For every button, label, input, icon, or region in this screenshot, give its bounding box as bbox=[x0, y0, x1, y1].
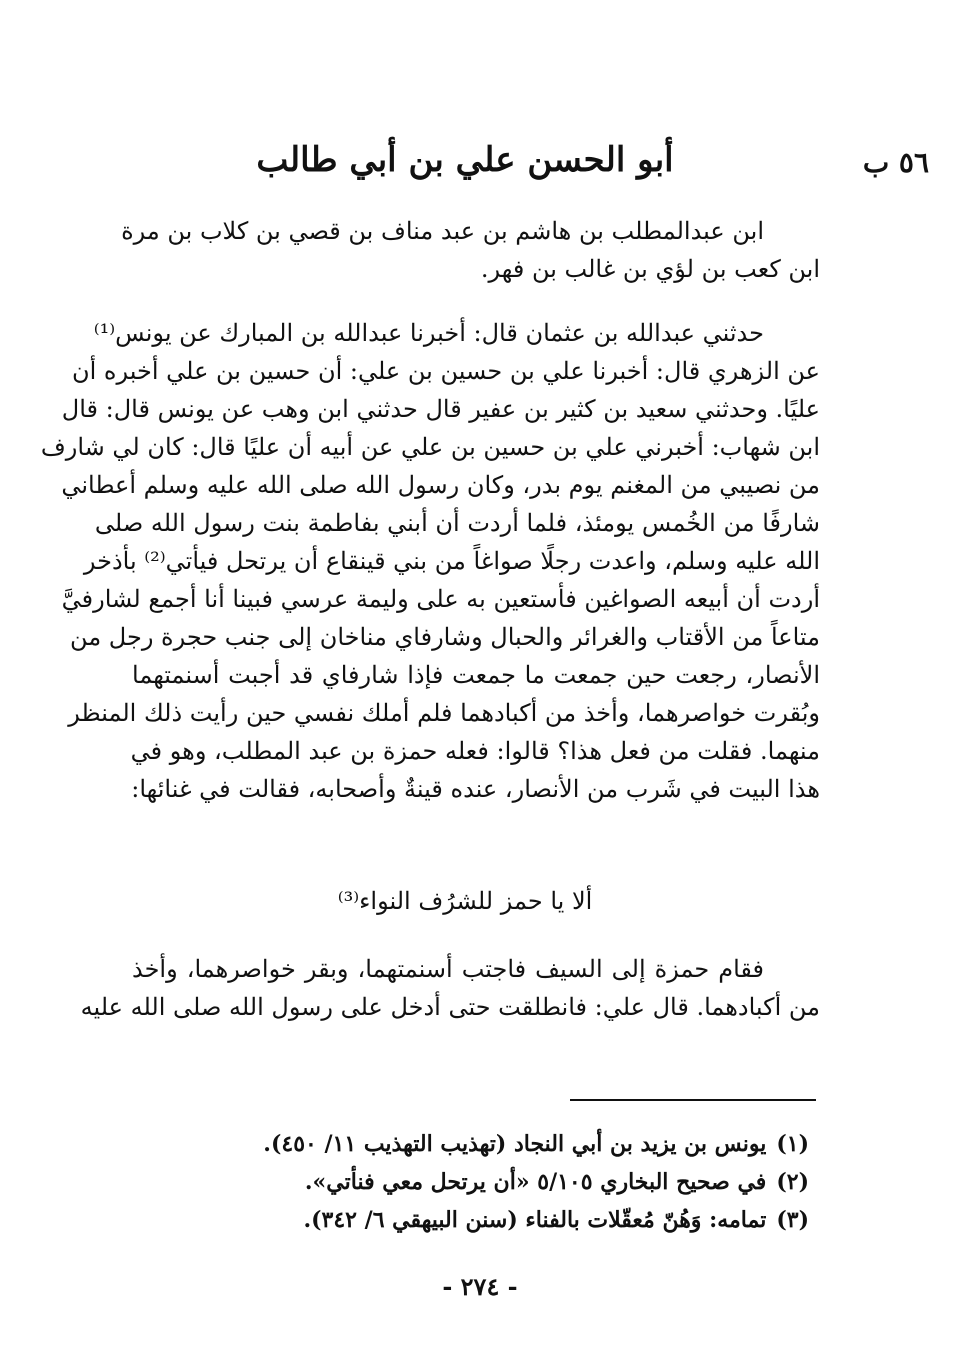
text-line: أردت أن أبيعه الصواغين فأستعين به على وليمة عرسي فبينا أنا أجمع لشارفيَّ bbox=[61, 585, 820, 613]
text-line: منهما. فقلت من فعل هذا؟ قالوا: فعله حمزة بن عبد المطلب، وهو في bbox=[130, 737, 820, 765]
footnote bbox=[189, 1125, 809, 1163]
chapter-title: أبو الحسن علي بن أبي طالب bbox=[256, 140, 674, 180]
footnotes bbox=[189, 1125, 809, 1239]
footnote bbox=[189, 1201, 809, 1239]
text-line: ابن عبدالمطلب بن هاشم بن عبد مناف بن قصي بن كلاب بن مرة bbox=[121, 217, 764, 245]
folio-reference: ٥٦ ب bbox=[862, 146, 929, 179]
text-line: عن الزهري قال: أخبرنا علي بن حسين بن علي: أن حسين بن علي أخبره أن bbox=[72, 357, 820, 385]
footnote bbox=[189, 1163, 809, 1201]
footnote-number: (٢) bbox=[776, 1169, 809, 1195]
text-line: من نصيبي من المغنم يوم بدر، وكان رسول الله صلى الله عليه وسلم أعطاني bbox=[61, 471, 820, 499]
footnote-text: في صحيح البخاري ٥/١٠٥ «أن يرتحل معي فنأتي». bbox=[304, 1169, 767, 1195]
text-line: ابن كعب بن لؤي بن غالب بن فهر. bbox=[480, 255, 820, 283]
text-line: شارفًا من الخُمس يومئذ، فلما أردت أن أبني بفاطمة بنت رسول الله صلى bbox=[94, 509, 820, 537]
text-line: الله عليه وسلم، واعدت رجلًا صواغاً من بني قينقاع أن يرتحل فيأتي⁽²⁾ بأذخر bbox=[83, 547, 820, 575]
footnote-number: (١) bbox=[776, 1131, 809, 1157]
text-line: عليًا. وحدثني سعيد بن كثير بن عفير قال حدثني ابن وهب عن يونس قال: قال bbox=[61, 395, 820, 423]
footnote-text: تمامه: وَهُنّ مُعقّلات بالفناء (سنن البيهقي ٦/ ٣٤٢). bbox=[303, 1207, 767, 1233]
text-line: متاعاً من الأقتاب والغرائر والحبال وشارفاي مناخان إلى جنب حجرة رجل من bbox=[70, 623, 820, 651]
text-line: من أكبادهما. قال علي: فانطلقت حتى أدخل على رسول الله صلى الله عليه bbox=[80, 993, 820, 1021]
text-line: هذا البيت في شَرب من الأنصار، عنده قينةٌ وأصحابه، فقالت في غنائها: bbox=[131, 775, 820, 803]
text-line: الأنصار، رجعت حين جمعت ما جمعت فإذا شارفاي قد أجبت أسنمتهما bbox=[132, 661, 820, 689]
footnote-number: (٣) bbox=[776, 1207, 809, 1233]
footnote-text: يونس بن يزيد بن أبي النجاد (تهذيب التهذيب ١١/ ٤٥٠). bbox=[263, 1131, 767, 1157]
text-line: وبُقرت خواصرهما، وأخذ من أكبادهما فلم أملك نفسي حين رأيت ذلك المنظر bbox=[68, 699, 820, 727]
closing-paragraph bbox=[80, 950, 820, 1026]
footnote-separator bbox=[570, 1099, 816, 1101]
text-line: حدثني عبدالله بن عثمان قال: أخبرنا عبدالله بن المبارك عن يونس⁽¹⁾ bbox=[93, 319, 764, 347]
text-line: ابن شهاب: أخبرني علي بن حسين بن علي عن أبيه أن عليًا قال: كان لي شارف bbox=[40, 433, 820, 461]
page-number: - ٢٧٤ - bbox=[442, 1272, 518, 1301]
poetry-verse: ألا يا حمز للشرُف النواء⁽³⁾ bbox=[337, 887, 593, 915]
narration-paragraph bbox=[40, 314, 820, 808]
intro-paragraph bbox=[121, 212, 820, 288]
text-line: فقام حمزة إلى السيف فاجتب أسنمتهما، وبقر خواصرهما، وأخذ bbox=[132, 955, 764, 983]
